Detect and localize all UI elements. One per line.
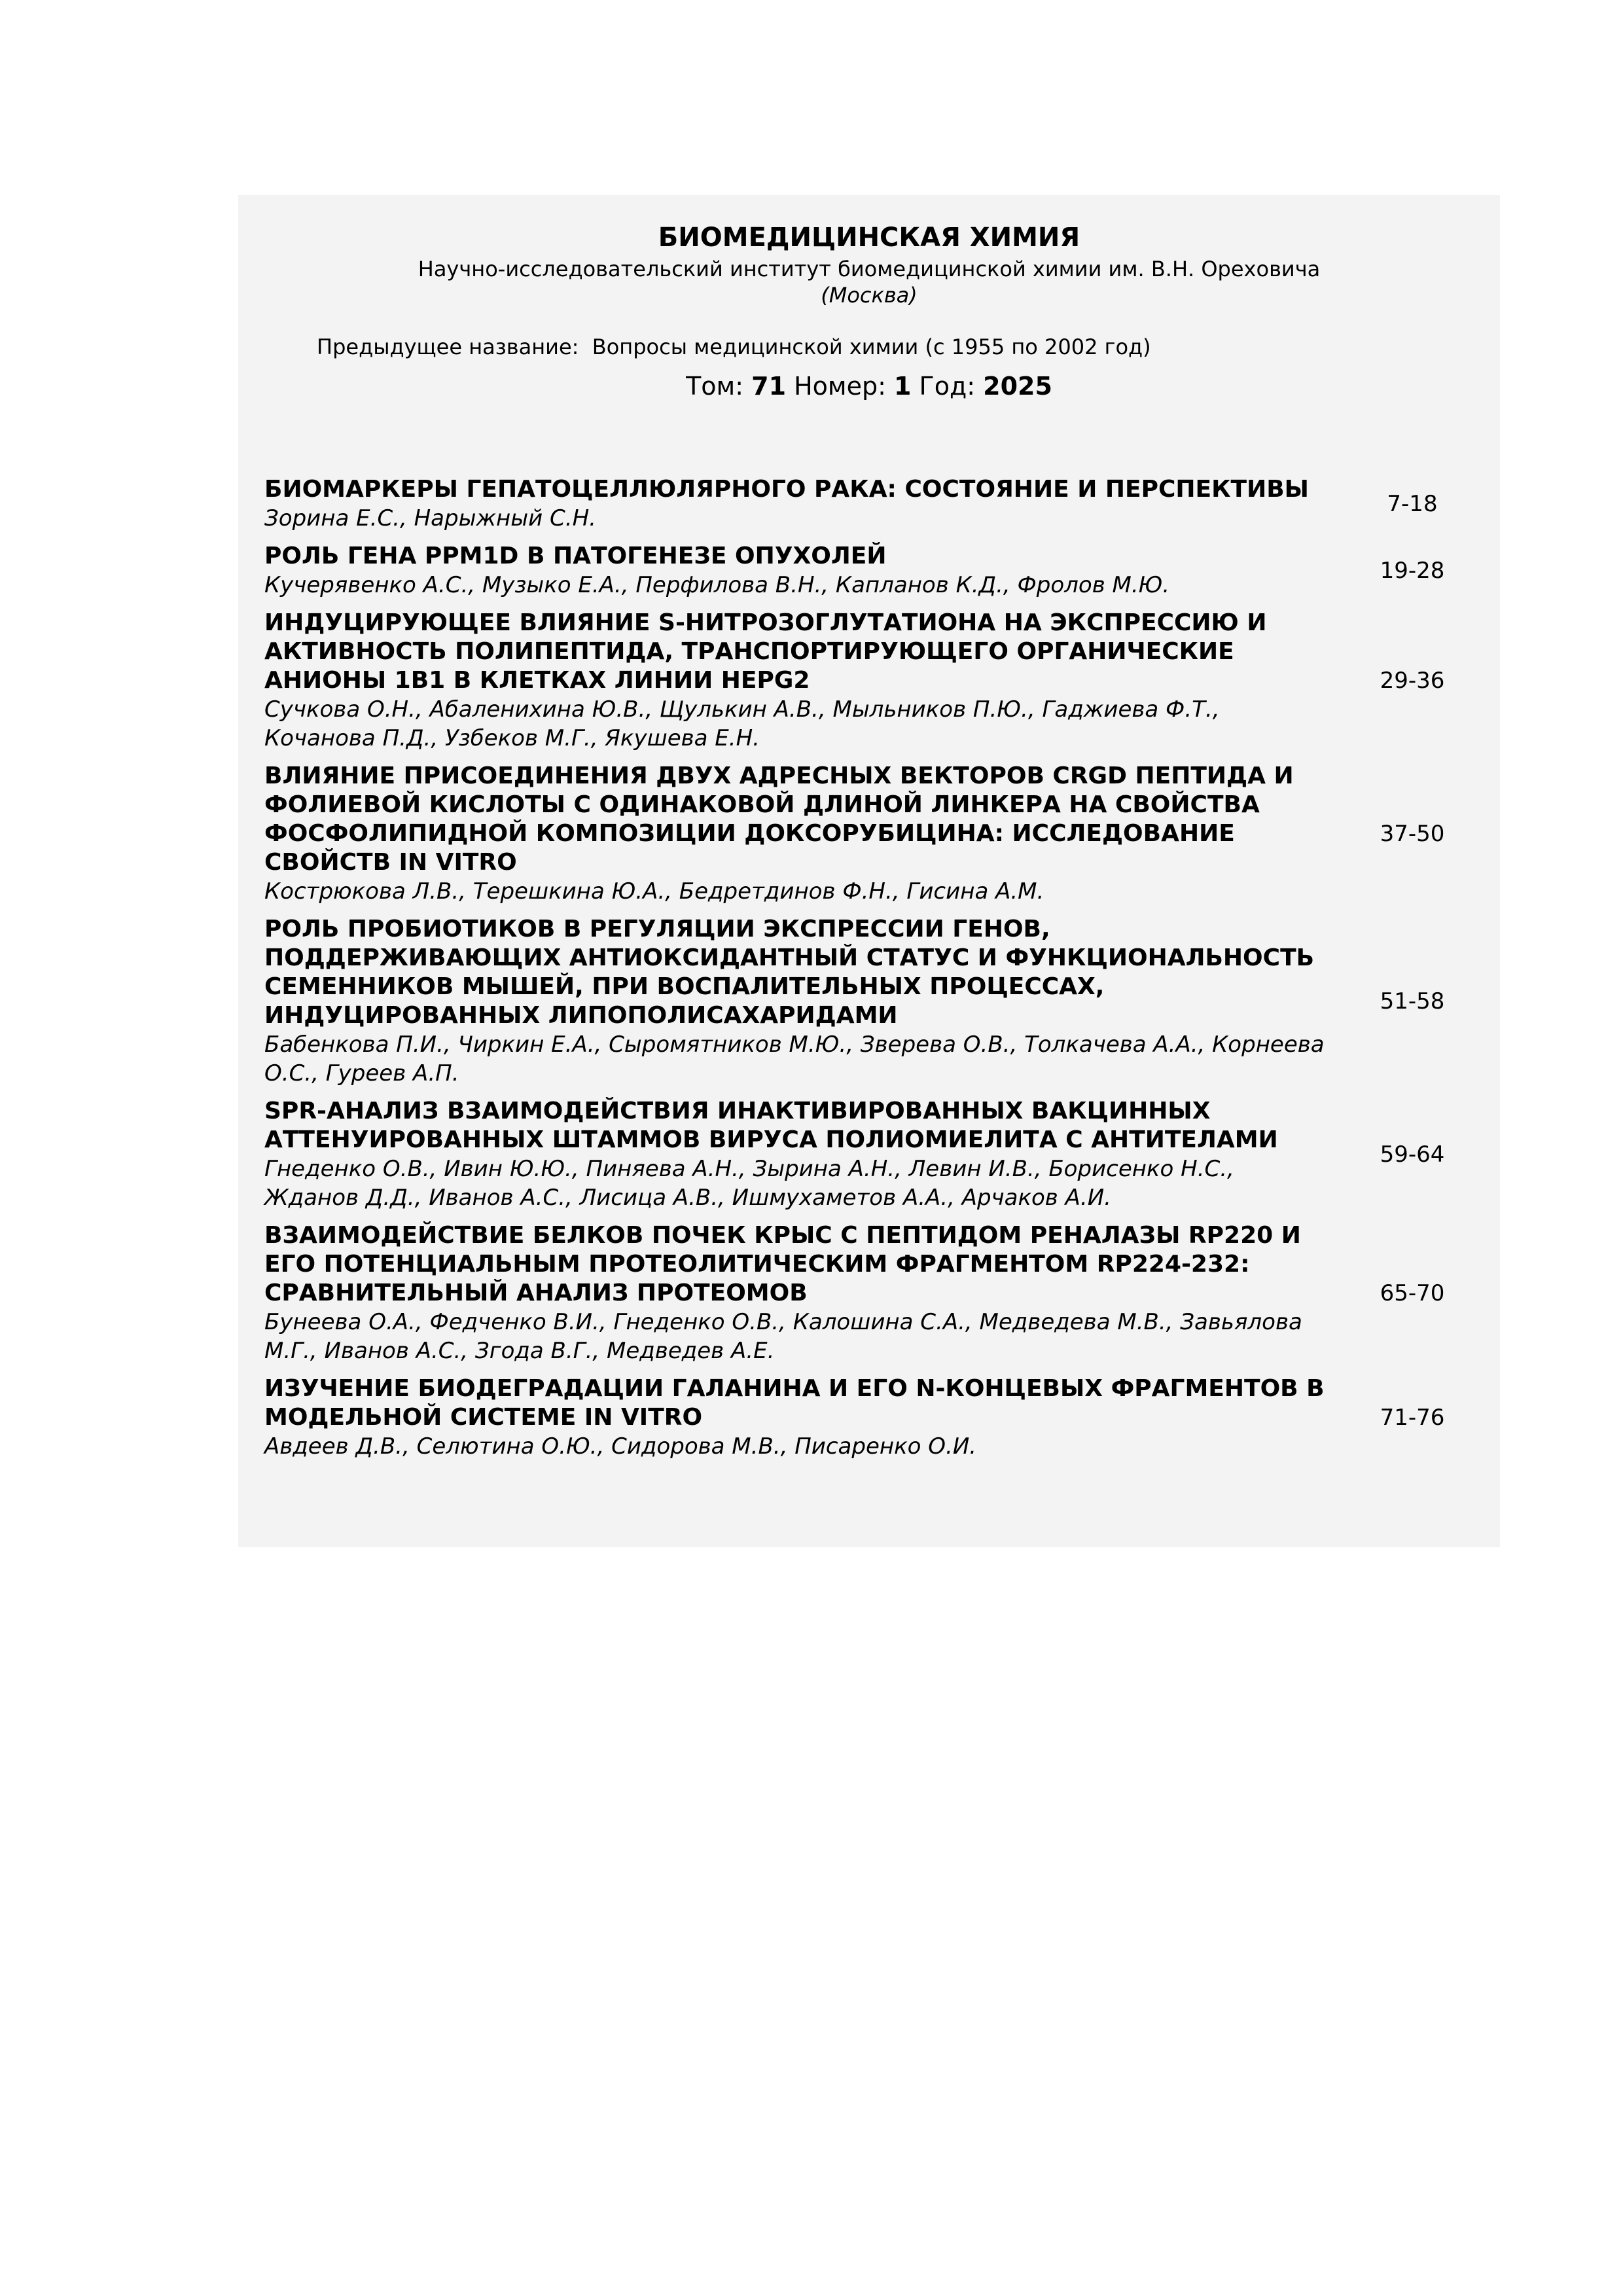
number-value: 1 bbox=[894, 372, 912, 401]
previous-name bbox=[317, 334, 1151, 360]
toc-item-text bbox=[264, 609, 1325, 753]
toc-item-text bbox=[264, 475, 1325, 533]
volume-value: 71 bbox=[751, 372, 787, 401]
article-authors: Бабенкова П.И., Чиркин Е.А., Сыромятников М.Ю., Зверева О.В., Толкачева А.А., Корнеева О.С., Гуреев А.П. bbox=[264, 1031, 1325, 1086]
article-title[interactable]: ВЛИЯНИЕ ПРИСОЕДИНЕНИЯ ДВУХ АДРЕСНЫХ ВЕКТОРОВ CRGD ПЕПТИДА И ФОЛИЕВОЙ КИСЛОТЫ С ОДИНАКОВОЙ ДЛИНОЙ ЛИНКЕРА НА СВОЙСТВА ФОСФОЛИПИДНОЙ КОМПОЗИЦИИ ДОКСОРУБИЦИНА: ИССЛЕДОВАНИЕ СВОЙСТВ IN VITRO bbox=[264, 762, 1294, 876]
toc-item[interactable] bbox=[264, 475, 1500, 533]
article-title[interactable]: БИОМАРКЕРЫ ГЕПАТОЦЕЛЛЮЛЯРНОГО РАКА: СОСТОЯНИЕ И ПЕРСПЕКТИВЫ bbox=[264, 476, 1309, 503]
journal-contents-panel bbox=[238, 195, 1500, 1547]
article-authors: Кучерявенко А.С., Музыко Е.А., Перфилова В.Н., Капланов К.Д., Фролов М.Ю. bbox=[264, 572, 1170, 598]
year-label: Год: bbox=[919, 372, 976, 401]
journal-institute: Научно-исследовательский институт биомедицинской химии им. В.Н. Ореховича bbox=[418, 257, 1321, 281]
article-title[interactable]: РОЛЬ ПРОБИОТИКОВ В РЕГУЛЯЦИИ ЭКСПРЕССИИ ГЕНОВ, ПОДДЕРЖИВАЮЩИХ АНТИОКСИДАНТНЫЙ СТАТУС И ФУНКЦИОНАЛЬНОСТЬ СЕМЕННИКОВ МЫШЕЙ, ПРИ ВОСПАЛИТЕЛЬНЫХ ПРОЦЕССАХ, ИНДУЦИРОВАННЫХ ЛИПОПОЛИСАХАРИДАМИ bbox=[264, 916, 1315, 1029]
journal-city: (Москва) bbox=[821, 283, 918, 308]
article-authors: Сучкова О.Н., Абаленихина Ю.В., Щулькин А.В., Мыльников П.Ю., Гаджиева Ф.Т., Кочанова П.Д., Узбеков М.Г., Якушева Е.Н. bbox=[264, 696, 1220, 751]
issue-info bbox=[238, 370, 1500, 402]
toc-item-text bbox=[264, 1221, 1325, 1365]
article-authors: Зорина Е.С., Нарыжный С.Н. bbox=[264, 505, 596, 531]
article-pages: 19-28 bbox=[1380, 558, 1445, 584]
year-value: 2025 bbox=[983, 372, 1052, 401]
article-pages: 51-58 bbox=[1380, 988, 1445, 1014]
table-of-contents bbox=[264, 475, 1500, 1470]
article-pages: 65-70 bbox=[1380, 1280, 1445, 1306]
volume-label: Том: bbox=[686, 372, 744, 401]
article-pages: 59-64 bbox=[1380, 1141, 1445, 1168]
article-title[interactable]: SPR-АНАЛИЗ ВЗАИМОДЕЙСТВИЯ ИНАКТИВИРОВАННЫХ ВАКЦИННЫХ АТТЕНУИРОВАННЫХ ШТАММОВ ВИРУСА ПОЛИОМИЕЛИТА С АНТИТЕЛАМИ bbox=[264, 1098, 1278, 1153]
article-title[interactable]: РОЛЬ ГЕНА PPM1D В ПАТОГЕНЕЗЕ ОПУХОЛЕЙ bbox=[264, 543, 887, 569]
toc-item[interactable] bbox=[264, 1221, 1500, 1365]
article-pages: 29-36 bbox=[1380, 668, 1445, 694]
toc-item[interactable] bbox=[264, 762, 1500, 906]
toc-item[interactable] bbox=[264, 609, 1500, 753]
toc-item[interactable] bbox=[264, 1374, 1500, 1461]
previous-name-label: Предыдущее название: bbox=[317, 334, 579, 359]
article-pages: 71-76 bbox=[1380, 1405, 1445, 1431]
article-authors: Кострюкова Л.В., Терешкина Ю.А., Бедретдинов Ф.Н., Гисина А.М. bbox=[264, 878, 1044, 905]
article-pages: 7-18 bbox=[1387, 491, 1438, 517]
number-label: Номер: bbox=[794, 372, 886, 401]
toc-item-text bbox=[264, 542, 1325, 600]
article-authors: Авдеев Д.В., Селютина О.Ю., Сидорова М.В., Писаренко О.И. bbox=[264, 1433, 977, 1460]
toc-item-text bbox=[264, 915, 1325, 1088]
article-title[interactable]: ИНДУЦИРУЮЩЕЕ ВЛИЯНИЕ S-НИТРОЗОГЛУТАТИОНА НА ЭКСПРЕССИЮ И АКТИВНОСТЬ ПОЛИПЕПТИДА, ТРАНСПОРТИРУЮЩЕГО ОРГАНИЧЕСКИЕ АНИОНЫ 1B1 В КЛЕТКАХ ЛИНИИ HEPG2 bbox=[264, 609, 1267, 694]
toc-item-text bbox=[264, 762, 1325, 906]
article-title[interactable]: ВЗАИМОДЕЙСТВИЕ БЕЛКОВ ПОЧЕК КРЫС С ПЕПТИДОМ РЕНАЛАЗЫ RP220 И ЕГО ПОТЕНЦИАЛЬНЫМ ПРОТЕОЛИТИЧЕСКИМ ФРАГМЕНТОМ RP224-232: СРАВНИТЕЛЬНЫЙ АНАЛИЗ ПРОТЕОМОВ bbox=[264, 1222, 1301, 1306]
journal-title: БИОМЕДИЦИНСКАЯ ХИМИЯ bbox=[658, 223, 1080, 253]
toc-item-text bbox=[264, 1097, 1325, 1212]
toc-item[interactable] bbox=[264, 915, 1500, 1088]
previous-name-value: Вопросы медицинской химии (с 1955 по 2002 год) bbox=[592, 334, 1151, 359]
article-authors: Бунеева О.А., Федченко В.И., Гнеденко О.В., Калошина С.А., Медведева М.В., Завьялова М.Г., Иванов А.С., Згода В.Г., Медведев А.Е. bbox=[264, 1309, 1302, 1364]
toc-item[interactable] bbox=[264, 1097, 1500, 1212]
toc-item-text bbox=[264, 1374, 1325, 1461]
article-pages: 37-50 bbox=[1380, 821, 1445, 847]
toc-item[interactable] bbox=[264, 542, 1500, 600]
article-authors: Гнеденко О.В., Ивин Ю.Ю., Пиняева А.Н., Зырина А.Н., Левин И.В., Борисенко Н.С., Жданов Д.Д., Иванов А.С., Лисица А.В., Ишмухаметов А.А., Арчаков А.И. bbox=[264, 1156, 1234, 1211]
article-title[interactable]: ИЗУЧЕНИЕ БИОДЕГРАДАЦИИ ГАЛАНИНА И ЕГО N-КОНЦЕВЫХ ФРАГМЕНТОВ В МОДЕЛЬНОЙ СИСТЕМЕ IN VITRO bbox=[264, 1375, 1325, 1431]
